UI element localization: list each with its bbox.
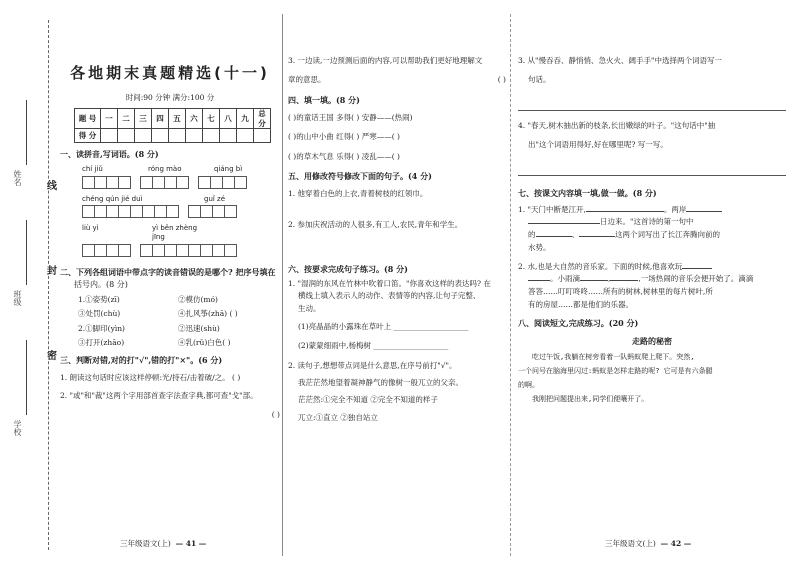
story-line-4: 我刚把问题提出来,同学们便嚷开了。 — [532, 394, 649, 403]
sentence-task-2-choice-1[interactable]: 茫茫然:①完全不知道 ②完全不知道的样子 — [298, 395, 438, 405]
poem-fill[interactable]: 1. "天门中断楚江开, 。两岸 日边来。"这首诗的第一句中 的 、 这两个词写出了长江奔腾向前的 水势。 — [518, 204, 786, 255]
sentence-task-1-line2: 横线上填入表示人的动作、表情等的内容,让句子完整、 — [298, 291, 481, 301]
judge-question-3-answer[interactable]: ( ) — [497, 75, 506, 85]
option-1-4[interactable]: ④扎风筝(zhā) ( ) — [178, 309, 238, 319]
page-number-41: — 41 — — [175, 539, 207, 548]
score-header-cell: 一 — [101, 109, 118, 129]
writing-boxes-1[interactable] — [82, 176, 280, 189]
sentence-task-1 — [288, 278, 506, 316]
line-mark: 线 — [44, 180, 56, 190]
fill-row-2[interactable]: ( )的山中小曲 红得( ) 严寒——( ) — [288, 132, 400, 142]
score-cell[interactable] — [118, 128, 135, 142]
sentence-task-1-line1: 1. "湿润的东风在竹林中吹着口笛。"你喜欢这样的表达吗? 在 — [288, 278, 491, 288]
score-cell[interactable] — [135, 128, 152, 142]
footer-subject: 三年级语文(上) — [120, 539, 171, 548]
name-field[interactable] — [26, 100, 27, 165]
judge-question-3-cont: 章的意思。 — [288, 75, 326, 85]
column-1 — [60, 14, 280, 548]
column-divider-2 — [510, 14, 511, 556]
class-field[interactable] — [26, 220, 27, 285]
section-7-heading: 七、按课文内容填一填,做一做。(8 分) — [518, 187, 657, 198]
seal-mark: 封 — [44, 265, 56, 275]
section-8-heading: 八、阅读短文,完成练习。(20 分) — [518, 317, 639, 328]
text-fill-2: 。小雨滴 — [550, 274, 580, 284]
score-cell[interactable] — [186, 128, 203, 142]
binding-strip — [0, 0, 60, 580]
score-cell[interactable] — [101, 128, 118, 142]
dense-mark: 密 — [44, 350, 56, 360]
score-header-cell: 六 — [186, 109, 203, 129]
option-2-1: 2.①脚印(yìn) — [78, 323, 125, 333]
section-2-heading-cont: 括号内。(8 分) — [74, 279, 128, 289]
option-1-3: ③处罚(chù) — [78, 309, 121, 319]
option-2-4[interactable]: ④乳(rǔ)白色( ) — [178, 338, 231, 347]
exam-page — [60, 14, 788, 556]
score-header-cell: 九 — [237, 109, 254, 129]
score-header-cell: 七 — [203, 109, 220, 129]
fill-row-3[interactable]: ( )的草木气息 乐得( ) 凌乱——( ) — [288, 151, 400, 161]
sentence-task-1b[interactable]: (2)蒙蒙细雨中,杨梅树 ____________________ — [298, 341, 449, 351]
pinyin-row-1 — [82, 165, 280, 174]
sentence-task-2-choice-2[interactable]: 兀立:①直立 ②独自站立 — [298, 412, 378, 422]
poem-fill-1: 1. "天门中断楚江开, — [518, 204, 586, 214]
score-row-label: 得 分 — [75, 128, 101, 142]
score-cell[interactable] — [254, 128, 271, 142]
poem-fill-3: 的 — [528, 230, 536, 239]
score-header-cell: 五 — [169, 109, 186, 129]
poem-fill-2: 日边来。"这首诗的第一句中 — [600, 217, 694, 227]
edit-sentence-1: 1. 他穿着白色的上衣,青着树枝的红领巾。 — [288, 188, 428, 198]
sentence-task-2-quote: 我茫茫然地望着凝神静气的像树一般兀立的父亲。 — [298, 378, 463, 387]
question-3: 3. 从"慢吞吞、静悄悄、急火火、阔手手"中选择两个词语写一 — [518, 56, 722, 65]
footer-subject-2: 三年级语文(上) — [605, 539, 656, 548]
option-2-2: ②迅速(shù) — [178, 323, 220, 333]
writing-boxes-3[interactable] — [82, 244, 280, 257]
school-label: 学校 — [13, 420, 22, 436]
column-3 — [518, 14, 786, 406]
page-title: 各地期末真题精选(十一) — [70, 64, 270, 82]
name-label: 姓名 — [13, 170, 22, 186]
pinyin-text: chí jiǔ — [82, 164, 103, 173]
sentence-task-2: 2. 读句子,想想带点词是什么意思,在序号前打"√"。 — [288, 360, 457, 370]
section-5-heading: 五、用修改符号修改下面的句子。(4 分) — [288, 170, 432, 181]
section-3-heading: 三、判断对错,对的打"√",错的打"×"。(6 分) — [60, 355, 223, 366]
score-header-cell: 二 — [118, 109, 135, 129]
section-4-heading: 四、填一填。(8 分) — [288, 94, 360, 105]
story-line-3: 的啊。 — [518, 380, 539, 389]
score-header-cell: 八 — [220, 109, 237, 129]
judge-question-2: 2. "或"和"裁"这两个字用部首查字法查字典,都可查"戈"部。 — [60, 390, 258, 400]
option-2-3: ③打开(zhāo) — [78, 338, 125, 347]
story-body — [518, 350, 786, 406]
story-title: 走路的秘密 — [632, 335, 672, 346]
judge-question-1[interactable]: 1. 朗读这句话时应该这样停顿:光/持石/击着破/之。 ( ) — [60, 373, 241, 383]
binding-dashed-line — [48, 20, 49, 550]
sentence-task-1a[interactable]: (1)亮晶晶的小露珠在草叶上 ____________________ — [298, 321, 469, 331]
pinyin-text: qiáng bì — [214, 164, 243, 173]
pinyin-text: chéng qún jié duì — [82, 194, 143, 203]
section-2-heading: 二、下列各组词语中带点字的读音错误的是哪个? 把序号填在 — [60, 266, 276, 277]
score-cell[interactable] — [152, 128, 169, 142]
score-cell[interactable] — [169, 128, 186, 142]
section-6-heading: 六、按要求完成句子练习。(8 分) — [288, 263, 408, 274]
score-header-cell: 四 — [152, 109, 169, 129]
option-1-1: 1.①姿势(zī) — [78, 294, 120, 304]
judge-question-2-answer[interactable]: ( ) — [271, 410, 280, 420]
score-cell[interactable] — [237, 128, 254, 142]
fill-row-1[interactable]: ( )的童话王国 多得( ) 安静——(热闹) — [288, 112, 413, 122]
answer-line-4[interactable] — [518, 164, 786, 176]
text-fill-5: 有的房屋……都是他们的乐器。 — [528, 299, 633, 309]
text-fill-1: 2. 水,也是大自然的音乐家。下面的时候,他喜欢玩 — [518, 261, 683, 271]
question-4: 4. "春天,树木抽出新的枝条,长出嫩绿的叶子。"这句话中"抽 — [518, 120, 716, 130]
text-fill-3: ,一场热闹的音乐会便开始了。滴滴 — [638, 274, 754, 284]
poem-fill-4: 这两个词写出了长江奔腾向前的 — [615, 230, 720, 239]
poem-fill-5: 水势。 — [528, 242, 551, 252]
score-cell[interactable] — [220, 128, 237, 142]
pinyin-text: guǐ zé — [204, 194, 226, 203]
question-4-cont: 出"这个词语用得好,好在哪里呢? 写一写。 — [528, 140, 668, 150]
score-cell[interactable] — [203, 128, 220, 142]
score-header-cell: 三 — [135, 109, 152, 129]
judge-question-3: 3. 一边读,一边预测后面的内容,可以帮助我们更好地理解文 — [288, 56, 483, 65]
score-header-cell: 题 号 — [75, 109, 101, 129]
question-3-cont: 句话。 — [528, 75, 551, 85]
score-header-cell: 总 分 — [254, 109, 271, 129]
school-field[interactable] — [26, 340, 27, 415]
exam-meta: 时间:90 分钟 满分:100 分 — [125, 92, 215, 102]
page-number-42: — 42 — — [660, 539, 692, 548]
column-2 — [288, 14, 506, 422]
footer-right — [605, 539, 691, 552]
pinyin-row-3 — [82, 224, 280, 242]
story-line-1: 吃过午饭,我躺在树旁看着一队蚂蚁爬上爬下。突然, — [532, 352, 695, 361]
edit-sentence-2: 2. 参加庆祝活动的人很多,有工人,农民,青年和学生。 — [288, 220, 463, 230]
pinyin-text: liù yì — [82, 224, 99, 233]
story-line-2: 一个问号在脑海里闪过:蚂蚁是怎样走路的呢? 它可是有六条腿 — [518, 366, 713, 375]
text-fill[interactable]: 2. 水,也是大自然的音乐家。下面的时候,他喜欢玩 。小雨滴 , ,一场热闹的音乐会便开始了。滴滴 答答……叮叮咚咚……所有的树林,树林里的每片树叶,所 有的房屋……都是他们的乐器。 — [518, 261, 754, 309]
class-label: 班级 — [13, 290, 22, 306]
sentence-task-1-line3: 生动。 — [298, 304, 321, 314]
score-table — [74, 108, 271, 143]
column-divider-1 — [282, 14, 283, 556]
text-fill-4: 答答……叮叮咚咚……所有的树林,树林里的每片树叶,所 — [528, 287, 713, 296]
option-1-2: ②模仿(mó) — [178, 294, 218, 304]
pinyin-row-2 — [82, 195, 280, 204]
writing-boxes-2[interactable] — [82, 205, 280, 218]
pinyin-text: yì běn zhèng jīng — [152, 224, 198, 242]
section-1-heading: 一、读拼音,写词语。(8 分) — [60, 148, 159, 159]
answer-line-3[interactable] — [518, 99, 786, 111]
pinyin-text: róng mào — [148, 164, 182, 173]
